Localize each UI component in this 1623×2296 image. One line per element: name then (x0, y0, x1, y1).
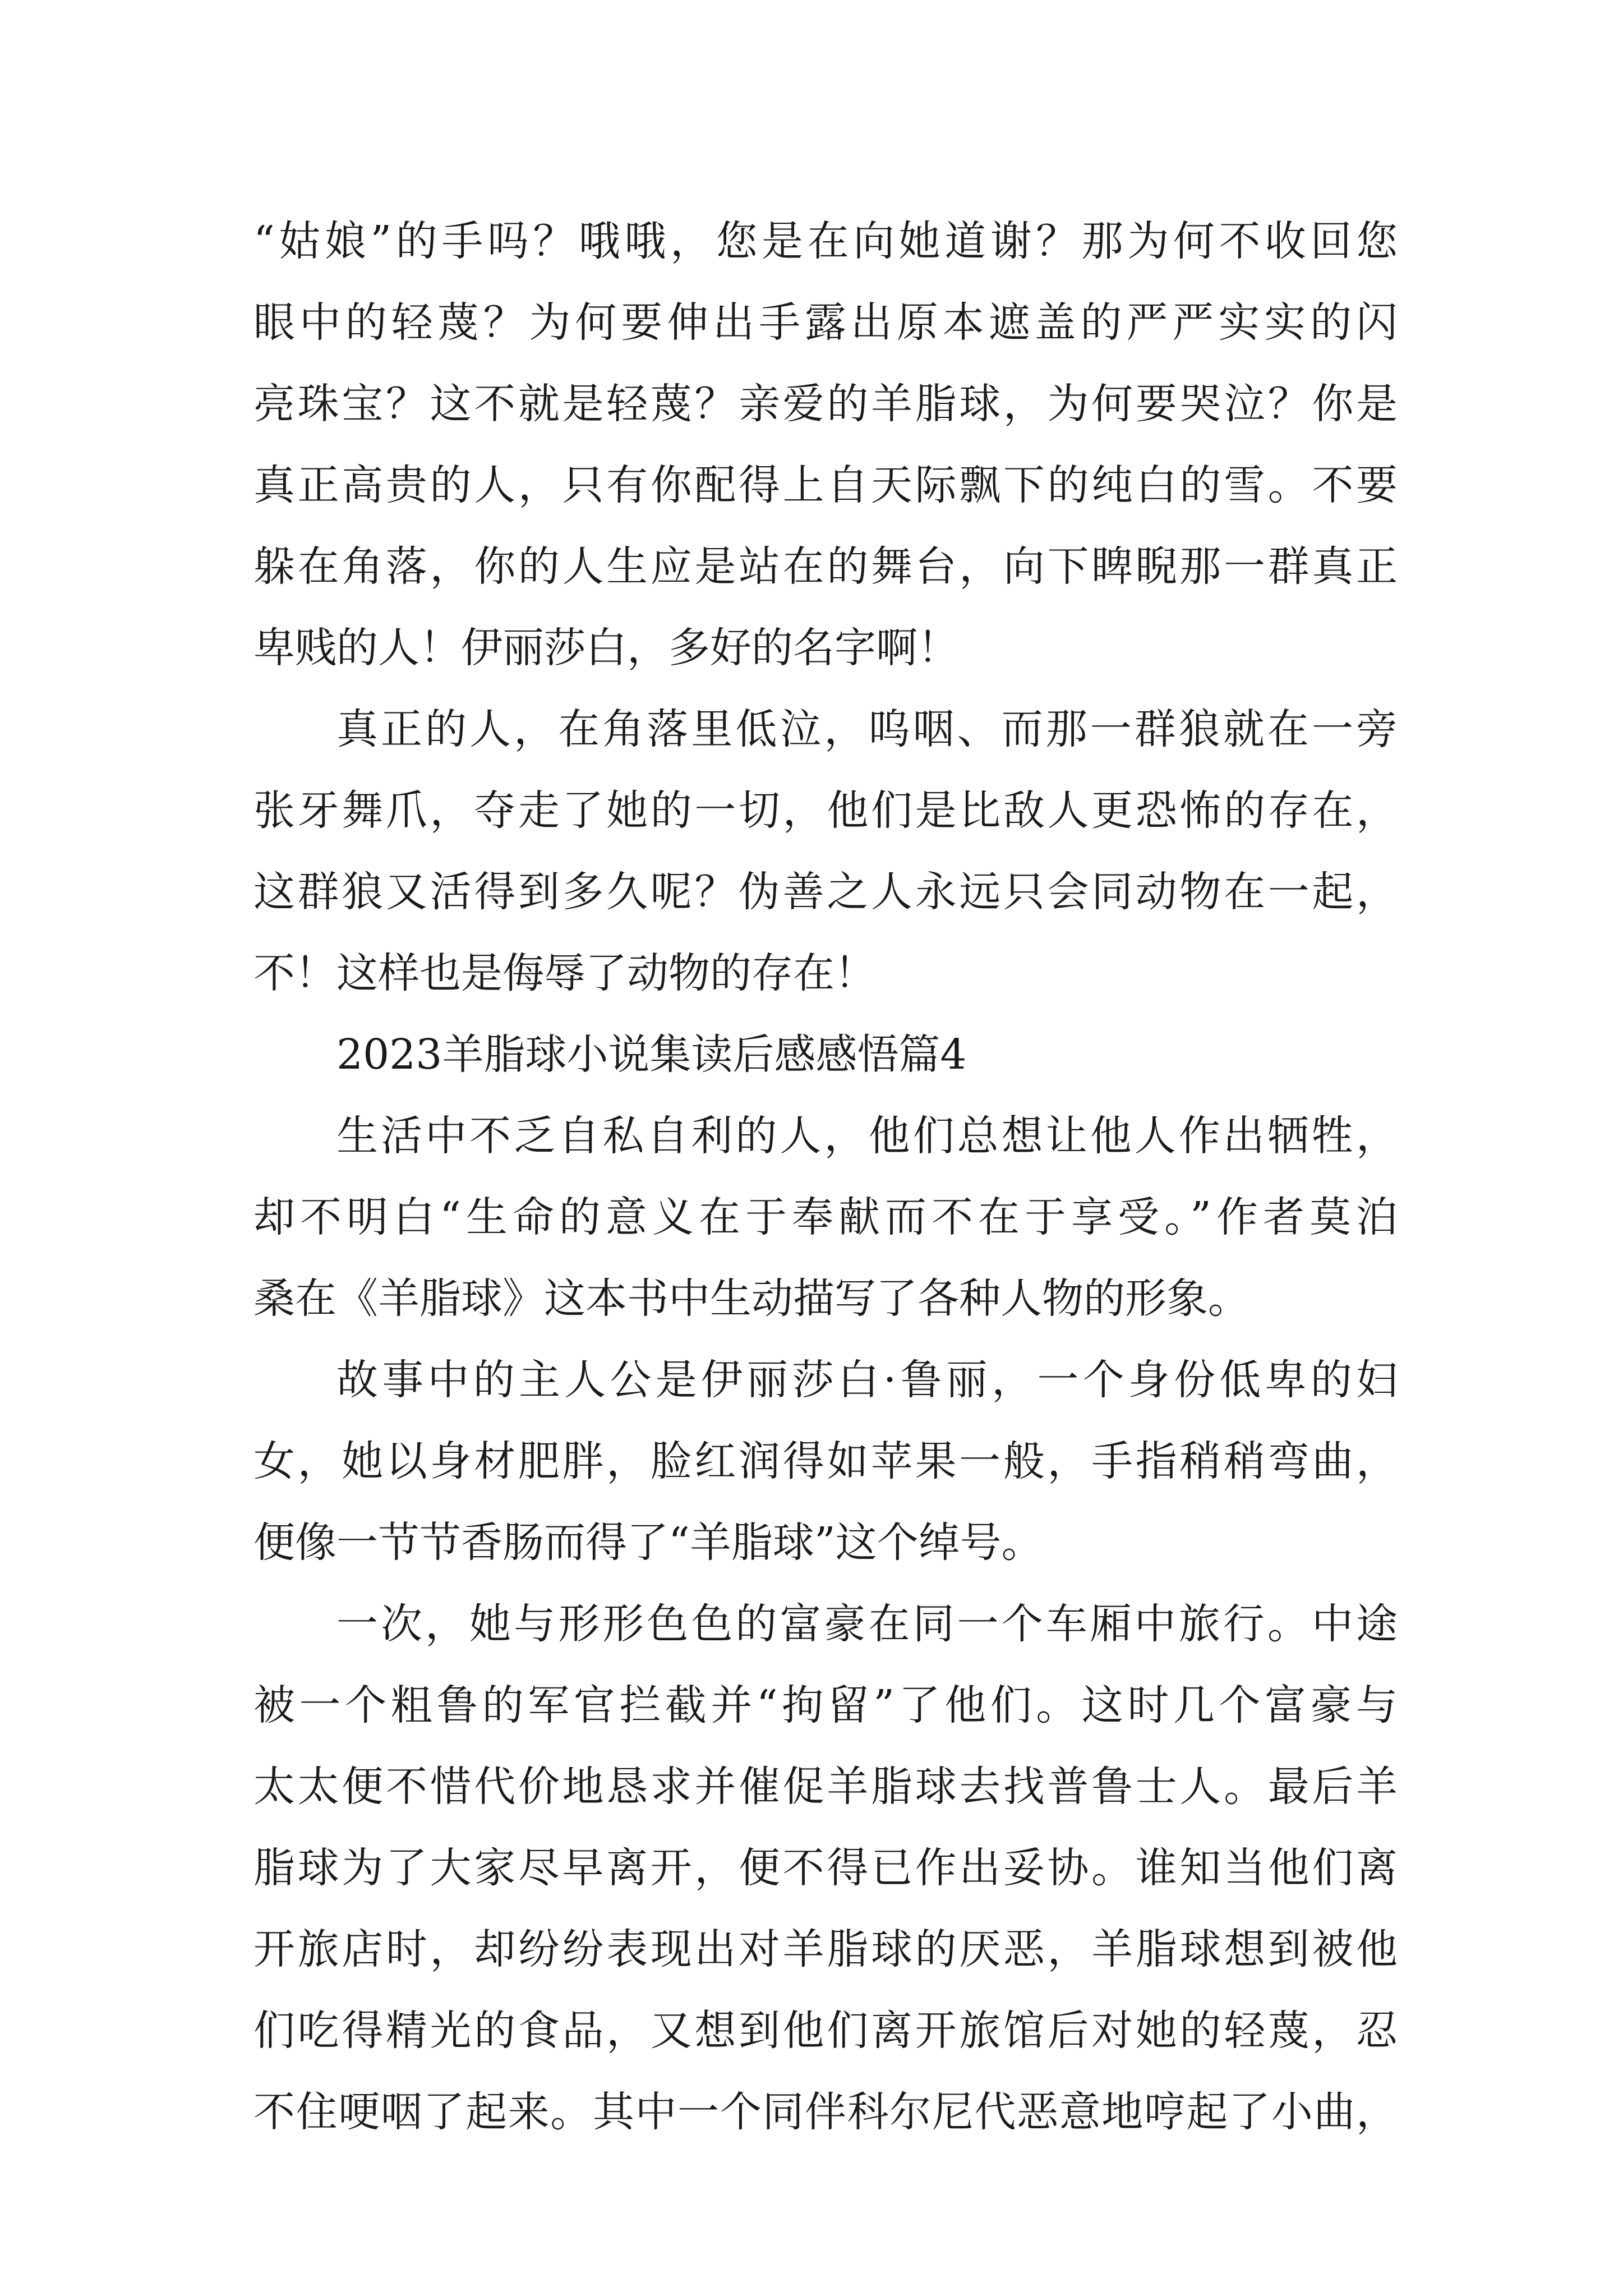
text-line: 被一个粗鲁的军官拦截并“拘留”了他们。这时几个富豪与 (253, 1681, 1398, 1729)
text-line: 不住哽咽了起来。其中一个同伴科尔尼代恶意地哼起了小曲， (253, 2088, 1398, 2136)
section-heading: 2023羊脂球小说集读后感感悟篇4 (336, 1030, 967, 1079)
text-line: 一次，她与形形色色的富豪在同一个车厢中旅行。中途 (336, 1600, 1398, 1648)
text-line: 脂球为了大家尽早离开，便不得已作出妥协。谁知当他们离 (253, 1844, 1398, 1892)
text-line: 太太便不惜代价地恳求并催促羊脂球去找普鲁士人。最后羊 (253, 1763, 1398, 1811)
text-line: 躲在角落，你的人生应是站在的舞台，向下睥睨那一群真正 (253, 542, 1398, 591)
text-line: 却不明白“生命的意义在于奉献而不在于享受。”作者莫泊 (253, 1193, 1398, 1241)
text-line: 们吃得精光的食品，又想到他们离开旅馆后对她的轻蔑，忍 (253, 2007, 1398, 2055)
text-line: 故事中的主人公是伊丽莎白·鲁丽，一个身份低卑的妇 (336, 1356, 1398, 1404)
text-line: 真正的人，在角落里低泣，呜咽、而那一群狼就在一旁 (336, 705, 1398, 753)
text-line: 卑贱的人！伊丽莎白，多好的名字啊！ (253, 624, 959, 672)
text-line: 张牙舞爪，夺走了她的一切，他们是比敌人更恐怖的存在， (253, 786, 1398, 835)
text-line: 便像一节节香肠而得了“羊脂球”这个绰号。 (253, 1519, 1043, 1567)
text-line: 真正高贵的人，只有你配得上自天际飘下的纯白的雪。不要 (253, 461, 1398, 509)
text-line: 女，她以身材肥胖，脸红润得如苹果一般，手指稍稍弯曲， (253, 1437, 1398, 1485)
text-line: 开旅店时，却纷纷表现出对羊脂球的厌恶，羊脂球想到被他 (253, 1925, 1398, 1973)
text-line: 这群狼又活得到多久呢？伪善之人永远只会同动物在一起， (253, 868, 1398, 916)
text-line: 亮珠宝？这不就是轻蔑？亲爱的羊脂球，为何要哭泣？你是 (253, 380, 1398, 428)
text-line: 桑在《羊脂球》这本书中生动描写了各种人物的形象。 (253, 1274, 1249, 1323)
text-line: “姑娘”的手吗？哦哦，您是在向她道谢？那为何不收回您 (253, 217, 1398, 265)
text-line: 眼中的轻蔑？为何要伸出手露出原本遮盖的严严实实的闪 (253, 298, 1398, 347)
text-line: 不！这样也是侮辱了动物的存在！ (253, 949, 876, 997)
text-line: 生活中不乏自私自利的人，他们总想让他人作出牺牲， (336, 1112, 1398, 1160)
